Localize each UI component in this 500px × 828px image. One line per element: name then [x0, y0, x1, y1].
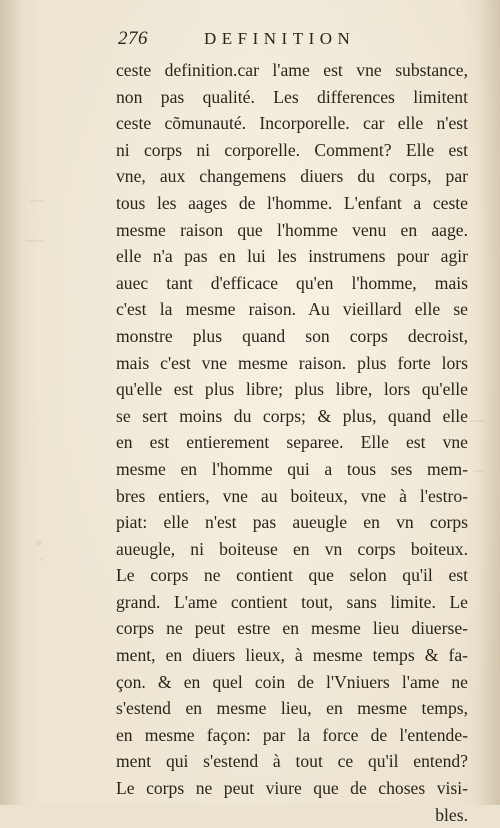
text-line: ment qui s'estend à tout ce qu'il entend? [116, 751, 468, 772]
text-line: corps ne peut estre en mesme lieu diuerse- [116, 618, 468, 639]
running-head: DEFINITION [204, 29, 356, 48]
text-line: grand. L'ame contient tout, sans limite. Le [116, 591, 468, 612]
page-edge-shadow-left [0, 0, 22, 805]
text-line: aueugle, ni boiteuse en vn corps boiteux. [116, 538, 468, 559]
text-line: Le corps ne contient que selon qu'il est [116, 565, 468, 586]
text-line: qu'elle est plus libre; plus libre, lors qu'elle [116, 379, 468, 400]
text-line: se sert moins du corps; & plus, quand elle [116, 405, 468, 426]
body-text [116, 57, 468, 828]
text-line: ni corps ni corporelle. Comment? Elle est [116, 139, 468, 160]
text-line: mesme en l'homme qui a tous ses mem- [116, 458, 468, 479]
text-line: en est entierement separee. Elle est vne [116, 432, 468, 453]
text-line: auec tant d'efficace qu'en l'homme, mais [116, 272, 468, 293]
text-line: bles. [435, 804, 468, 825]
text-line: monstre plus quand son corps decroist, [116, 325, 468, 346]
text-line: c'est la mesme raison. Au vieillard elle se [116, 299, 468, 320]
text-line: ceste definition.car l'ame est vne substance, [116, 60, 468, 80]
text-line: vne, aux changemens diuers du corps, par [116, 166, 468, 187]
text-line: ment, en diuers lieux, à mesme temps & fa- [116, 645, 468, 666]
text-line: en mesme façon: par la force de l'entende- [116, 724, 468, 745]
text-line: çon. & en quel coin de l'Vniuers l'ame ne [116, 671, 468, 692]
page-edge-shadow-right [478, 0, 500, 805]
text-line: Le corps ne peut viure que de choses visi- [116, 778, 468, 799]
text-line: non pas qualité. Les differences limitent [116, 86, 468, 107]
text-line: ceste cõmunauté. Incorporelle. car elle n'est [116, 113, 468, 134]
text-line: s'estend en mesme lieu, en mesme temps, [116, 698, 468, 719]
text-line: elle n'a pas en lui les instrumens pour agir [116, 246, 468, 267]
text-line: piat: elle n'est pas aueugle en vn corps [116, 512, 468, 533]
page-number: 276 [118, 28, 148, 49]
page-header [118, 28, 478, 52]
text-line: mais c'est vne mesme raison. plus forte lors [116, 352, 468, 373]
text-line: mesme raison que l'homme venu en aage. [116, 219, 468, 240]
text-line: tous les aages de l'homme. L'enfant a ceste [116, 192, 468, 213]
text-line: bres entiers, vne au boiteux, vne à l'estro- [116, 485, 468, 506]
